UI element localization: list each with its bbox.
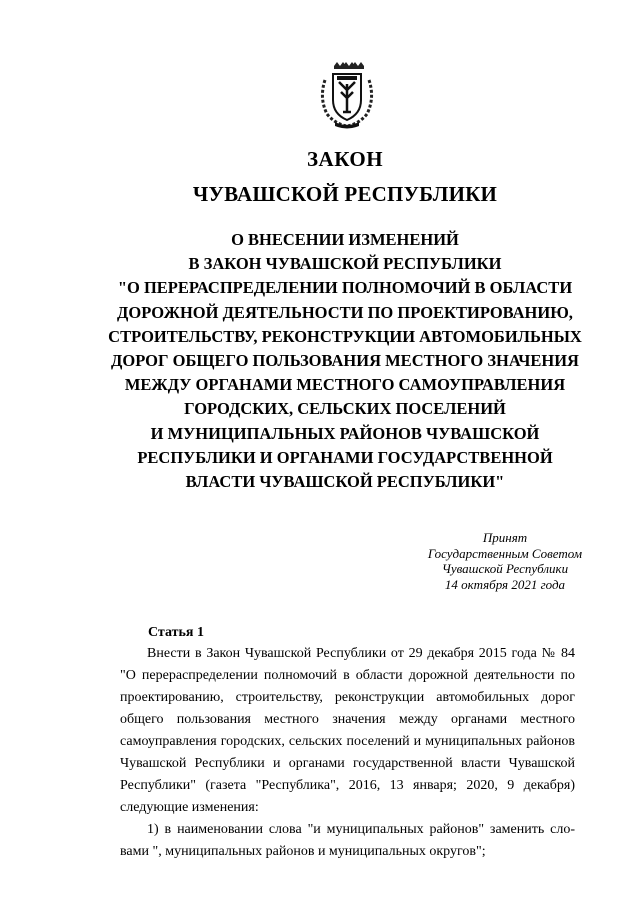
- adoption-note: [400, 530, 610, 592]
- adoption-line: Принят: [482, 530, 528, 545]
- adoption-line: Государственным Советом: [427, 545, 583, 561]
- adoption-line: Чувашской Республики: [441, 561, 569, 576]
- law-title: [95, 228, 595, 494]
- adoption-date: 14 октября 2021 года: [444, 576, 566, 592]
- title-line: МЕЖДУ ОРГАНАМИ МЕСТНОГО САМОУПРАВЛЕНИЯ: [124, 375, 566, 395]
- title-line: ГОРОДСКИХ, СЕЛЬСКИХ ПОСЕЛЕНИЙ: [184, 399, 506, 419]
- article-body: [120, 643, 575, 863]
- article-paragraph: Внести в Закон Чувашской Республики от 29 декабря 2015 года № 84 "О перераспределении полномочий в области дорожной деятельности по проектированию, строительству, реконструкции автомобильных дорог общего пользования местного значения между органами местного самоуправления городских, сельских поселений и муниципальных районов Чувашской Республики и органами государственной власти Чувашской Республики" (газета "Республика", 2016, 13 января; 2020, 9 декабря) следующие изменения:: [120, 646, 575, 815]
- title-line: И МУНИЦИПАЛЬНЫХ РАЙОНОВ ЧУВАШСКОЙ: [150, 423, 540, 443]
- title-line: В ЗАКОН ЧУВАШСКОЙ РЕСПУБЛИКИ: [188, 254, 502, 274]
- title-line: РЕСПУБЛИКИ И ОРГАНАМИ ГОСУДАРСТВЕННОЙ: [137, 447, 553, 467]
- title-line: ДОРОЖНОЙ ДЕЯТЕЛЬНОСТИ ПО ПРОЕКТИРОВАНИЮ,: [117, 302, 573, 322]
- title-line: СТРОИТЕЛЬСТВУ, РЕКОНСТРУКЦИИ АВТОМОБИЛЬНЫХ: [108, 326, 582, 346]
- title-line: О ВНЕСЕНИИ ИЗМЕНЕНИЙ: [231, 230, 459, 249]
- amendment-item: 1) в наименовании слова "и муниципальных районов" заменить словами ", муниципальных районов и муниципальных округов";: [120, 822, 575, 859]
- republic-heading: ЧУВАШСКОЙ РЕСПУБЛИКИ: [192, 182, 498, 206]
- title-line: ВЛАСТИ ЧУВАШСКОЙ РЕСПУБЛИКИ": [185, 472, 505, 492]
- document-type-heading: ЗАКОН: [306, 147, 384, 171]
- article-heading: Статья 1: [148, 625, 204, 640]
- chuvash-coat-of-arms-icon: [315, 60, 379, 130]
- title-line: "О ПЕРЕРАСПРЕДЕЛЕНИИ ПОЛНОМОЧИЙ В ОБЛАСТИ: [117, 278, 573, 298]
- title-line: ДОРОГ ОБЩЕГО ПОЛЬЗОВАНИЯ МЕСТНОГО ЗНАЧЕНИЯ: [111, 351, 579, 371]
